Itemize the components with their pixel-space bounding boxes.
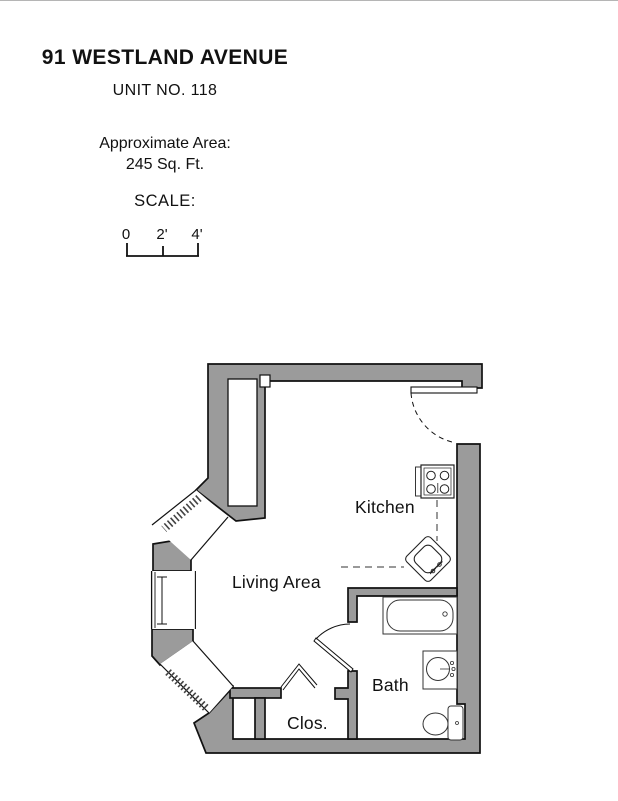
- stove-burner: [440, 471, 449, 480]
- bathroom-door-swing-arc: [316, 624, 350, 639]
- toilet-bowl: [423, 713, 448, 735]
- scale-number-2ft: 2': [156, 226, 168, 243]
- vanity-sink: [423, 651, 457, 689]
- stove-handle: [416, 467, 422, 496]
- stove-burner: [440, 485, 449, 494]
- entry-door-leaf: [411, 387, 477, 393]
- scale-label: SCALE:: [134, 192, 196, 210]
- page-title: 91 WESTLAND AVENUE: [41, 46, 289, 69]
- room-label-bath: Bath: [372, 675, 409, 695]
- bathtub: [383, 597, 457, 634]
- scale-number-0: 0: [121, 226, 131, 243]
- wall-closet-top: [230, 688, 281, 698]
- area-value: 245 Sq. Ft.: [125, 156, 205, 173]
- wall-closet-divider: [255, 698, 265, 739]
- wall-notch: [260, 375, 270, 387]
- unit-number: UNIT NO. 118: [112, 82, 218, 99]
- room-label-kitchen: Kitchen: [355, 497, 415, 517]
- stove: [416, 465, 455, 498]
- floorplan-drawing: [0, 1, 618, 801]
- toilet: [423, 706, 463, 740]
- bathroom-door: [314, 624, 353, 672]
- toilet-flush-dot: [456, 722, 459, 725]
- entry-door: [411, 387, 477, 442]
- closet-bifold-door: [281, 664, 317, 690]
- room-label-living-area: Living Area: [232, 572, 321, 592]
- wall-closet-bath-partition: [335, 671, 357, 739]
- area-label: Approximate Area:: [99, 135, 231, 152]
- kitchen-sink: [404, 535, 452, 583]
- closet-bifold-line2: [283, 669, 315, 690]
- stove-burner: [427, 485, 436, 494]
- bathroom-door-leaf: [314, 638, 353, 672]
- scale-number-4ft: 4': [191, 226, 203, 243]
- entry-door-swing-arc: [411, 393, 452, 442]
- bay-window-middle-glass: [151, 571, 196, 629]
- bay-window-middle: [151, 571, 196, 629]
- scale-bar: [126, 243, 199, 256]
- wall-niche: [228, 379, 257, 506]
- stove-burner: [427, 471, 436, 480]
- room-label-closet: Clos.: [287, 713, 328, 733]
- bathtub-drain: [443, 612, 447, 616]
